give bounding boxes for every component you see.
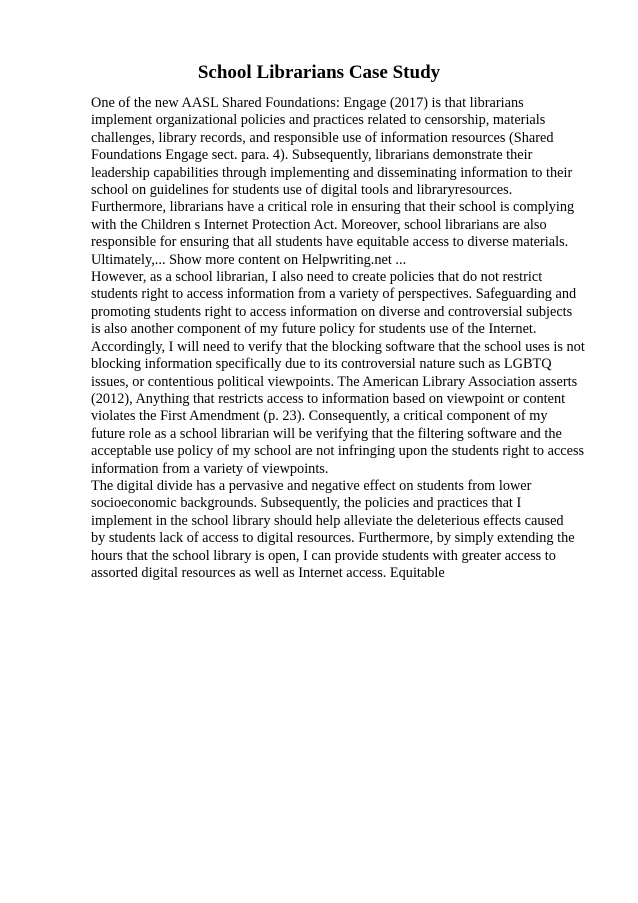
text-line: (2012), Anything that restricts access to information based on viewpoint or content bbox=[91, 390, 566, 407]
text-line: The digital divide has a pervasive and negative effect on students from lower bbox=[91, 477, 532, 494]
text-line: socioeconomic backgrounds. Subsequently, the policies and practices that I bbox=[91, 495, 522, 512]
text-line: promoting students right to access information on diverse and controversial subjects bbox=[91, 303, 573, 320]
text-line: assorted digital resources as well as Internet access. Equitable bbox=[91, 564, 445, 581]
text-line: with the Children s Internet Protection Act. Moreover, school librarians are also bbox=[91, 216, 547, 233]
text-line: issues, or contentious political viewpoints. The American Library Association asserts bbox=[91, 373, 578, 390]
text-line: Furthermore, librarians have a critical role in ensuring that their school is complying bbox=[91, 199, 575, 216]
text-line: One of the new AASL Shared Foundations: Engage (2017) is that librarians bbox=[91, 95, 524, 111]
text-line: acceptable use policy of my school are not infringing upon the students right to access bbox=[91, 443, 585, 460]
text-line: blocking information specifically due to its controversial nature such as LGBTQ bbox=[91, 356, 552, 373]
text-line: leadership capabilities through implementing and disseminating information to their bbox=[91, 164, 573, 181]
document-body bbox=[91, 95, 601, 582]
text-line: Foundations Engage sect. para. 4). Subsequently, librarians demonstrate their bbox=[91, 147, 533, 164]
text-line: Ultimately,... Show more content on Helpwriting.net ... bbox=[91, 251, 407, 268]
text-line: However, as a school librarian, I also need to create policies that do not restrict bbox=[91, 269, 543, 286]
document-title: School Librarians Case Study bbox=[197, 62, 441, 83]
text-line: students right to access information from a variety of perspectives. Safeguarding and bbox=[91, 286, 577, 303]
text-line: hours that the school library is open, I can provide students with greater access to bbox=[91, 547, 556, 564]
text-line: future role as a school librarian will be verifying that the filtering software and the bbox=[91, 425, 562, 442]
text-line: implement in the school library should help alleviate the deleterious effects caused bbox=[91, 512, 564, 529]
text-line: by students lack of access to digital resources. Furthermore, by simply extending the bbox=[91, 530, 575, 547]
text-line: school on guidelines for students use of digital tools and libraryresources. bbox=[91, 182, 513, 199]
text-line: responsible for ensuring that all students have equitable access to diverse materials. bbox=[91, 234, 569, 251]
text-line: violates the First Amendment (p. 23). Consequently, a critical component of my bbox=[91, 408, 548, 425]
text-line: is also another component of my future policy for students use of the Internet. bbox=[91, 321, 537, 338]
text-line: challenges, library records, and responsible use of information resources (Shared bbox=[91, 129, 554, 146]
text-line: implement organizational policies and practices related to censorship, materials bbox=[91, 112, 546, 129]
text-line: Accordingly, I will need to verify that the blocking software that the school uses is not bbox=[91, 338, 585, 355]
text-line: information from a variety of viewpoints. bbox=[91, 460, 329, 477]
